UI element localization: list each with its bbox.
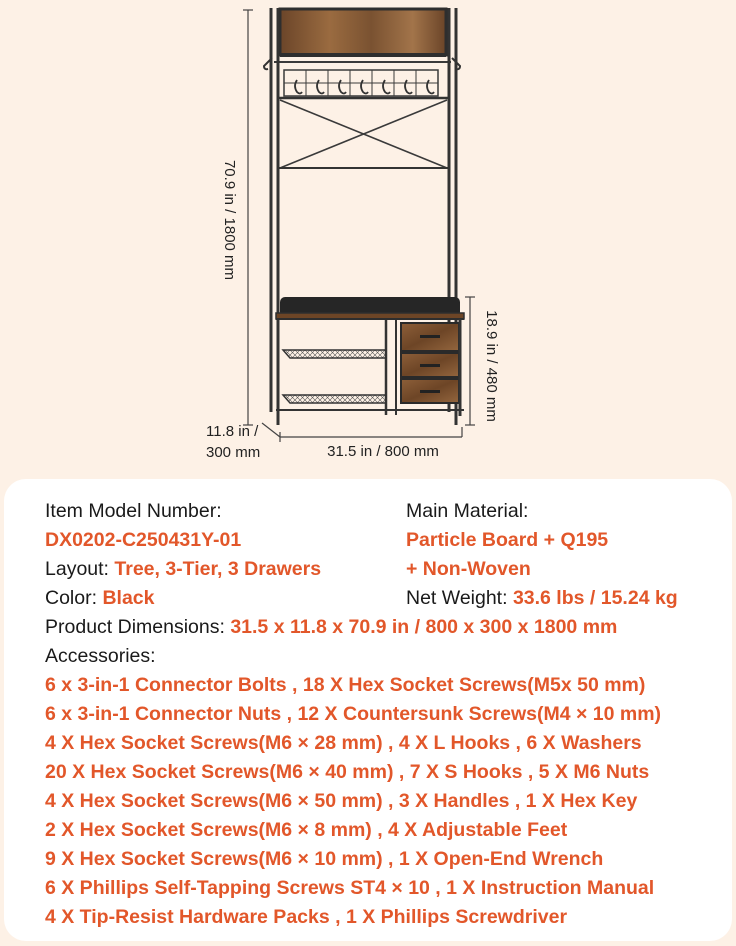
accessory-line: 20 X Hex Socket Screws(M6 × 40 mm) , 7 X S Hooks , 5 X M6 Nuts — [45, 761, 650, 783]
material-value-line1: Particle Board + Q195 — [406, 529, 609, 551]
depth-dimension-label-line1: 11.8 in / — [206, 423, 259, 440]
weight-label: Net Weight: — [406, 587, 513, 609]
hall-tree-illustration — [264, 8, 464, 425]
color-row — [45, 584, 154, 613]
seat-height-dimension-label: 18.9 in / 480 mm — [483, 310, 500, 422]
accessory-line: 6 x 3-in-1 Connector Nuts , 12 X Countersunk Screws(M4 × 10 mm) — [45, 703, 662, 725]
drawers — [401, 323, 459, 403]
accessory-line: 4 X Hex Socket Screws(M6 × 50 mm) , 3 X Handles , 1 X Hex Key — [45, 790, 638, 812]
layout-row — [45, 555, 321, 584]
layout-label: Layout: — [45, 558, 115, 580]
product-dimensions-row — [45, 613, 617, 642]
accessories-label: Accessories: — [45, 645, 156, 667]
accessory-line: 4 X Tip-Resist Hardware Packs , 1 X Phillips Screwdriver — [45, 906, 568, 928]
accessory-line: 4 X Hex Socket Screws(M6 × 28 mm) , 4 X L Hooks , 6 X Washers — [45, 732, 642, 754]
mesh-shelf-upper — [283, 350, 386, 358]
accessory-line: 9 X Hex Socket Screws(M6 × 10 mm) , 1 X Open-End Wrench — [45, 848, 604, 870]
model-label: Item Model Number: — [45, 500, 222, 522]
weight-value: 33.6 lbs / 15.24 kg — [512, 587, 678, 609]
weight-row — [406, 584, 678, 613]
material-value-line2: + Non-Woven — [406, 558, 531, 580]
accessory-line: 2 X Hex Socket Screws(M6 × 8 mm) , 4 X Adjustable Feet — [45, 819, 568, 841]
mesh-shelf-lower — [283, 395, 386, 403]
model-value: DX0202-C250431Y-01 — [45, 529, 242, 551]
color-value: Black — [102, 587, 155, 609]
top-shelf — [280, 9, 446, 55]
material-label: Main Material: — [406, 500, 529, 522]
height-dimension-label: 70.9 in / 1800 mm — [221, 159, 238, 281]
depth-dimension-label-line2: 300 mm — [206, 444, 261, 461]
width-dimension-label: 31.5 in / 800 mm — [327, 443, 439, 460]
accessory-line: 6 X Phillips Self-Tapping Screws ST4 × 10 , 1 X Instruction Manual — [45, 877, 655, 899]
product-dimensions-label: Product Dimensions: — [45, 616, 231, 638]
layout-value: Tree, 3-Tier, 3 Drawers — [114, 558, 322, 580]
color-label: Color: — [45, 587, 103, 609]
accessory-line: 6 x 3-in-1 Connector Bolts , 18 X Hex Socket Screws(M5x 50 mm) — [45, 674, 646, 696]
product-dimensions-value: 31.5 x 11.8 x 70.9 in / 800 x 300 x 1800 mm — [230, 616, 618, 638]
